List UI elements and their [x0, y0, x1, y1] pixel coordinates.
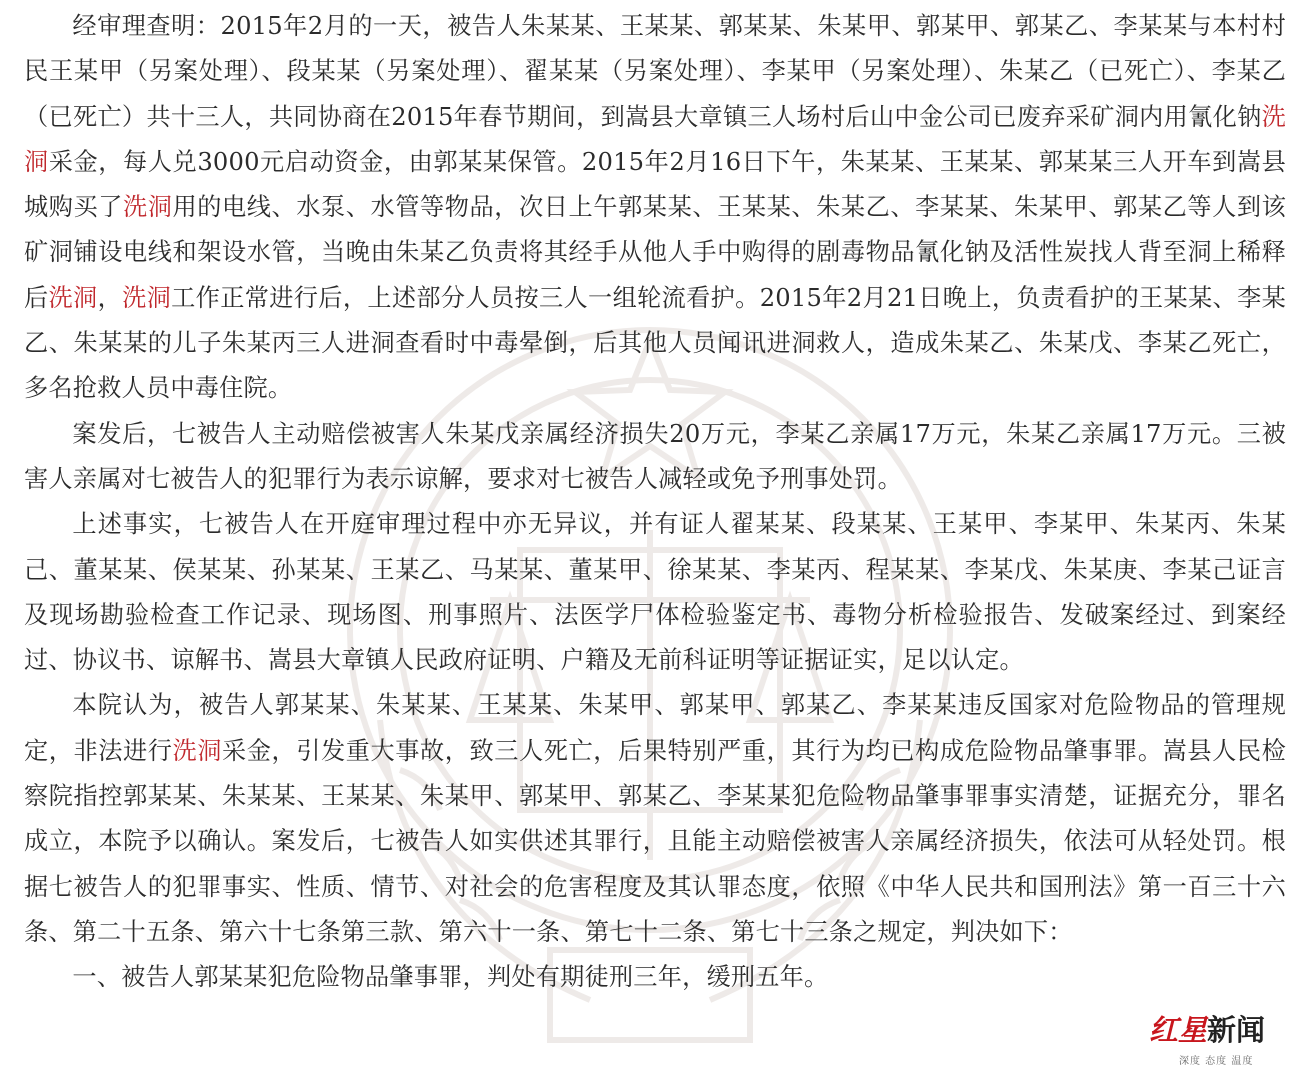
highlighted-term: 洗洞: [24, 102, 1286, 176]
highlighted-term: 洗洞: [122, 283, 172, 312]
paragraph: [24, 412, 1286, 503]
paragraph: [24, 683, 1286, 955]
paragraph-text: ，: [97, 283, 123, 312]
highlighted-term: 洗洞: [48, 283, 98, 312]
paragraph-text: 采金，引发重大事故，致三人死亡，后果特别严重，其行为均已构成危险物品肇事罪。嵩县人民检察院指控郭某某、朱某某、王某某、朱某甲、郭某甲、郭某乙、李某某犯危险物品肇事罪事实清楚，证据充分，罪名成立，本院予以确认。案发后，七被告人如实供述其罪行，且能主动赔偿被害人亲属经济损失，依法可从轻处罚。根据七被告人的犯罪事实、性质、情节、对社会的危害程度及其认罪态度，依照《中华人民共和国刑法》第一百三十六条、第二十五条、第六十七条第三款、第六十一条、第七十二条、第七十三条之规定，判决如下：: [24, 736, 1287, 946]
paragraph-text: 经审理查明：2015年2月的一天，被告人朱某某、王某某、郭某某、朱某甲、郭某甲、郭某乙、李某某与本村村民王某甲（另案处理）、段某某（另案处理）、翟某某（另案处理）、李某甲（另案处理）、朱某乙（已死亡）、李某乙（已死亡）共十三人，共同协商在2015年春节期间，到嵩县大章镇三人场村后山中金公司已废弃采矿洞内用氰化钠: [24, 12, 1286, 131]
paragraph-text: 本院认为，被告人郭某某、朱某某、王某某、朱某甲、郭某甲、郭某乙、李某某违反国家对危险物品的管理规定，非法进行: [24, 691, 1286, 765]
highlighted-term: 洗洞: [123, 193, 173, 222]
watermark-brand-red: 红星: [1149, 1013, 1208, 1047]
watermark-brand-black: 新闻: [1207, 1013, 1266, 1047]
paragraph-text: 用的电线、水泵、水管等物品，次日上午郭某某、王某某、朱某乙、李某某、朱某甲、郭某乙等人到该矿洞铺设电线和架设水管，当晚由朱某乙负责将其经手从他人手中购得的剧毒物品氰化钠及活性炭找人背至洞上稀释后: [24, 193, 1286, 312]
judgment-text: [24, 4, 1286, 1001]
paragraph: [24, 955, 1286, 1000]
watermark-slogan: 深度 态度 温度: [1179, 1056, 1254, 1067]
paragraph: [24, 502, 1286, 683]
highlighted-term: 洗洞: [172, 736, 223, 765]
paragraph-text: 工作正常进行后，上述部分人员按三人一组轮流看护。2015年2月21日晚上，负责看护的王某某、李某乙、朱某某的儿子朱某丙三人进洞查看时中毒晕倒，后其他人员闻讯进洞救人，造成朱某乙、朱某戊、李某乙死亡，多名抢救人员中毒住院。: [24, 283, 1286, 403]
watermark-logo: [1149, 1010, 1265, 1050]
paragraph: [24, 4, 1286, 412]
paragraph-text: 案发后，七被告人主动赔偿被害人朱某戊亲属经济损失20万元，李某乙亲属17万元，朱某乙亲属17万元。三被害人亲属对七被告人的犯罪行为表示谅解，要求对七被告人减轻或免予刑事处罚。: [24, 419, 1286, 493]
paragraph-text: 一、被告人郭某某犯危险物品肇事罪，判处有期徒刑三年，缓刑五年。: [72, 963, 829, 992]
paragraph-text: 上述事实，七被告人在开庭审理过程中亦无异议，并有证人翟某某、段某某、王某甲、李某甲、朱某丙、朱某己、董某某、侯某某、孙某某、王某乙、马某某、董某甲、徐某某、李某丙、程某某、李某戊、朱某庚、李某己证言及现场勘验检查工作记录、现场图、刑事照片、法医学尸体检验鉴定书、毒物分析检验报告、发破案经过、到案经过、协议书、谅解书、嵩县大章镇人民政府证明、户籍及无前科证明等证据证实，足以认定。: [24, 510, 1286, 675]
paragraph-text: 采金，每人兑3000元启动资金，由郭某某保管。2015年2月16日下午，朱某某、王某某、郭某某三人开车到嵩县城购买了: [24, 147, 1286, 222]
hongxing-news-watermark: [1149, 1010, 1289, 1072]
